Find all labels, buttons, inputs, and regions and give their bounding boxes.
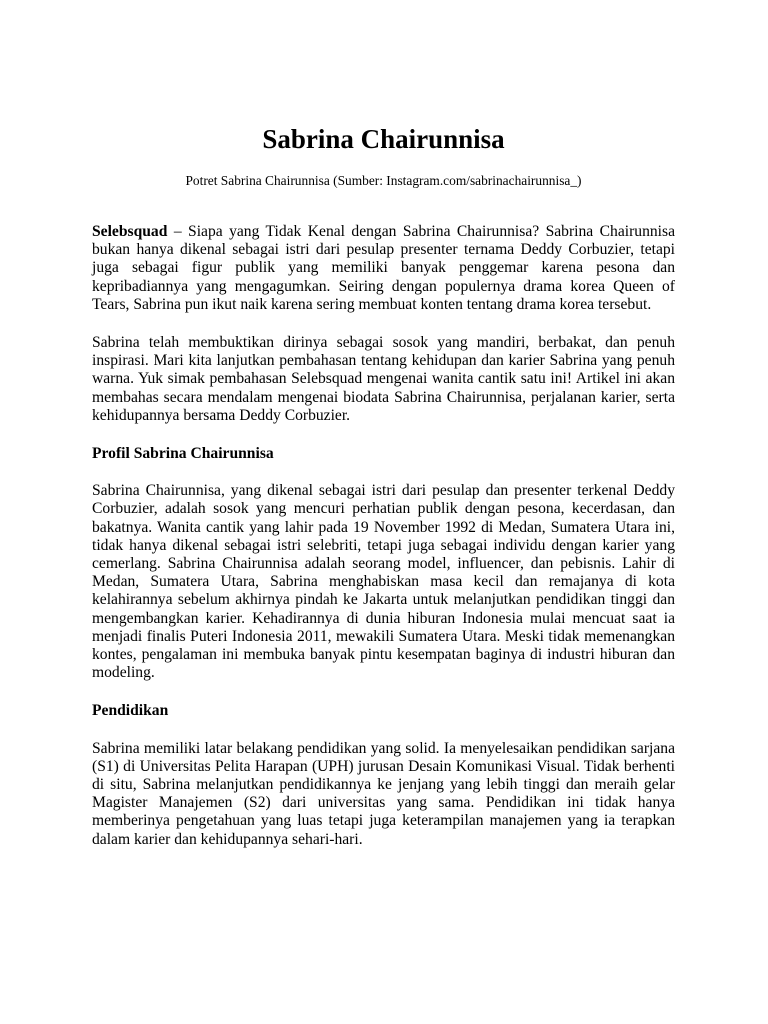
intro-text: – Siapa yang Tidak Kenal dengan Sabrina Chairunnisa? Sabrina Chairunnisa bukan hanya dikenal sebagai istri dari pesulap presenter ternama Deddy Corbuzier, tetapi juga sebagai figur publik yang memiliki banyak penggemar karena pesona dan kepribadiannya yang mengagumkan. Seiring dengan populernya drama korea Queen of Tears, Sabrina pun ikut naik karena sering membuat konten tentang drama korea tersebut. (92, 223, 675, 313)
heading-pendidikan: Pendidikan (92, 702, 169, 720)
intro-lead: Selebsquad (92, 223, 168, 240)
document-title: Sabrina Chairunnisa (262, 124, 505, 154)
image-caption: Potret Sabrina Chairunnisa (Sumber: Instagram.com/sabrinachairunnisa_) (185, 173, 582, 188)
article-body (92, 223, 675, 869)
paragraph-2: Sabrina telah membuktikan dirinya sebagai sosok yang mandiri, berbakat, dan penuh inspirasi. Mari kita lanjutkan pembahasan tentang kehidupan dan karier Sabrina yang penuh warna. Yuk simak pembahasan Selebsquad mengenai wanita cantik satu ini! Artikel ini akan membahas secara mendalam mengenai biodata Sabrina Chairunnisa, perjalanan karier, serta kehidupannya bersama Deddy Corbuzier. (92, 334, 675, 424)
intro-paragraph (92, 223, 675, 314)
paragraph-pendidikan: Sabrina memiliki latar belakang pendidikan yang solid. Ia menyelesaikan pendidikan sarjana (S1) di Universitas Pelita Harapan (UPH) jurusan Desain Komunikasi Visual. Tidak berhenti di situ, Sabrina melanjutkan pendidikannya ke jenjang yang lebih tinggi dan meraih gelar Magister Manajemen (S2) dari universitas yang sama. Pendidikan ini tidak hanya memberinya pengetahuan yang luas tetapi juga keterampilan manajemen yang ia terapkan dalam karier dan kehidupannya sehari-hari. (92, 739, 675, 848)
paragraph-profil: Sabrina Chairunnisa, yang dikenal sebagai istri dari pesulap dan presenter terkenal Deddy Corbuzier, adalah sosok yang mencuri perhatian publik dengan pesona, kecerdasan, dan bakatnya. Wanita cantik yang lahir pada 19 November 1992 di Medan, Sumatera Utara ini, tidak hanya dikenal sebagai istri selebriti, tetapi juga sebagai individu dengan karier yang cemerlang. Sabrina Chairunnisa adalah seorang model, influencer, dan pebisnis. Lahir di Medan, Sumatera Utara, Sabrina menghabiskan masa kecil dan remajanya di kota kelahirannya sebelum akhirnya pindah ke Jakarta untuk melanjutkan pendidikan tinggi dan mengembangkan karier. Kehadirannya di dunia hiburan Indonesia mulai mencuat saat ia menjadi finalis Puteri Indonesia 2011, mewakili Sumatera Utara. Meski tidak memenangkan kontes, pengalaman ini membuka banyak pintu kesempatan baginya di industri hiburan dan modeling. (92, 482, 675, 682)
heading-profil: Profil Sabrina Chairunnisa (92, 445, 274, 463)
